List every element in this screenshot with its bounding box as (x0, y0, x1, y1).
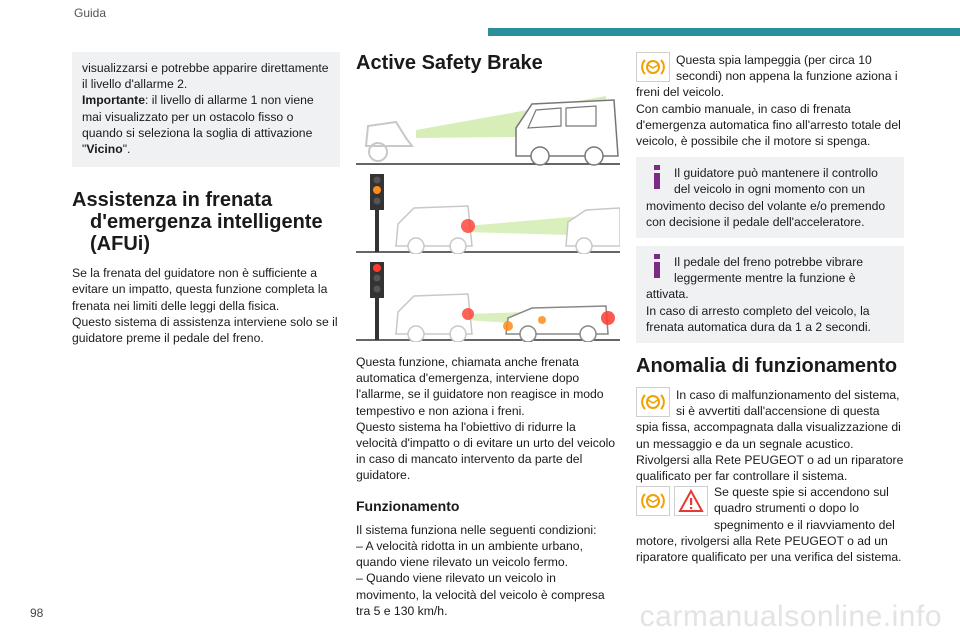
info-pedal-text: Il pedale del freno potrebbe vibrare leggermente mentre la funzione è attivata. (646, 255, 864, 302)
page-number: 98 (30, 606, 44, 620)
info-control-text: Il guidatore può mantenere il controllo del veicolo in ogni momento con un movimento deciso del volante e/o premendo con decisione il pedale dell'acceleratore. (646, 166, 886, 229)
watermark: carmanualsonline.info (639, 600, 942, 633)
asb-paragraph-1: Questa funzione, chiamata anche frenata automatica d'emergenza, interviene dopo l'allarme, se il guidatore non reagisce in modo tempestivo e non aziona i freni. (356, 355, 604, 418)
contact-network-text: Rivolgersi alla Rete PEUGEOT o ad un riparatore qualificato per far controllare il sistema. (636, 452, 904, 484)
note-text-1: visualizzarsi e potrebbe apparire direttamente il livello d'allarme 2. (82, 61, 329, 92)
section-title: Guida (74, 6, 107, 20)
note-text-2: : il livello di allarme 1 non viene mai visualizzato per un ostacolo fisso o quando si seleziona la soglia di attivazione " (82, 93, 314, 157)
note-important-label: Importante (82, 93, 145, 108)
info-stop-text: In caso di arresto completo del veicolo, la frenata automatica dura da 1 a 2 secondi. (646, 303, 871, 334)
condition-item-1: – A velocità ridotta in un ambiente urbano, quando viene rilevato un veicolo fermo. (356, 539, 583, 570)
alert-triangle-icon (678, 489, 704, 513)
note-vicino-label: Vicino (86, 142, 123, 157)
warning-light-text: Questa spia lampeggia (per circa 10 secondi) non appena la funzione aziona i freni del veicolo. (636, 53, 898, 100)
info-icon (646, 165, 668, 193)
afui-heading: Assistenza in frenata d'emergenza intelligente (AFUi) (72, 189, 323, 256)
note-text-3: ". (122, 142, 131, 157)
column-left (72, 52, 340, 346)
brake-warning-icon (640, 56, 666, 78)
lights-on-text: Se queste spie si accendono sul quadro strumenti o dopo lo spegnimento e il riavviamento del motore, rivolgersi alla Rete PEUGEOT o ad un riparatore qualificato per una verifica del sistema. (636, 485, 902, 565)
manual-gearbox-text: Con cambio manuale, in caso di frenata d'emergenza automatica fino all'arresto totale del veicolo, è possibile che il motore si spenga. (636, 101, 901, 149)
brake-warning-icon-wrap (636, 52, 670, 82)
malfunction-text: In caso di malfunzionamento del sistema, si è avvertiti dall'accensione di questa spia fissa, accompagnata dalla visualizzazione di un messaggio e da un segnale acustico. (636, 388, 901, 451)
column-middle (356, 52, 620, 619)
brake-warning-icon (640, 391, 666, 413)
afui-paragraph-2: Questo sistema di assistenza interviene solo se il guidatore preme il pedale del freno. (72, 314, 338, 346)
alert-traffic-light-illustration (356, 174, 620, 254)
info-box-pedal (636, 246, 904, 343)
brake-warning-icon (640, 490, 666, 512)
note-box (72, 52, 340, 167)
asb-paragraph-2: Questo sistema ha l'obiettivo di ridurre la velocità d'impatto o di evitare un urto del veicolo in caso di mancato intervento da parte del guidatore. (356, 419, 616, 483)
braking-illustration (356, 262, 620, 342)
asb-heading: Active Safety Brake (356, 52, 543, 74)
conditions-intro: Il sistema funziona nelle seguenti condizioni: (356, 522, 597, 537)
header-accent-bar (488, 28, 960, 36)
column-right (636, 52, 904, 565)
funzionamento-subheading: Funzionamento (356, 497, 460, 514)
info-box-control (636, 157, 904, 238)
car-approaching-illustration (356, 86, 620, 166)
condition-item-2: – Quando viene rilevato un veicolo in movimento, la velocità del veicolo è compresa tra 5 e 130 km/h. (356, 571, 605, 618)
warning-icons-group (636, 486, 708, 516)
malfunction-heading: Anomalia di funzionamento (636, 355, 898, 378)
info-icon (646, 254, 668, 282)
afui-paragraph-1: Se la frenata del guidatore non è sufficiente a evitare un impatto, questa funzione completa la frenata nei limiti delle leggi della fisica. (72, 266, 328, 313)
fault-warning-icon-wrap (636, 387, 670, 417)
